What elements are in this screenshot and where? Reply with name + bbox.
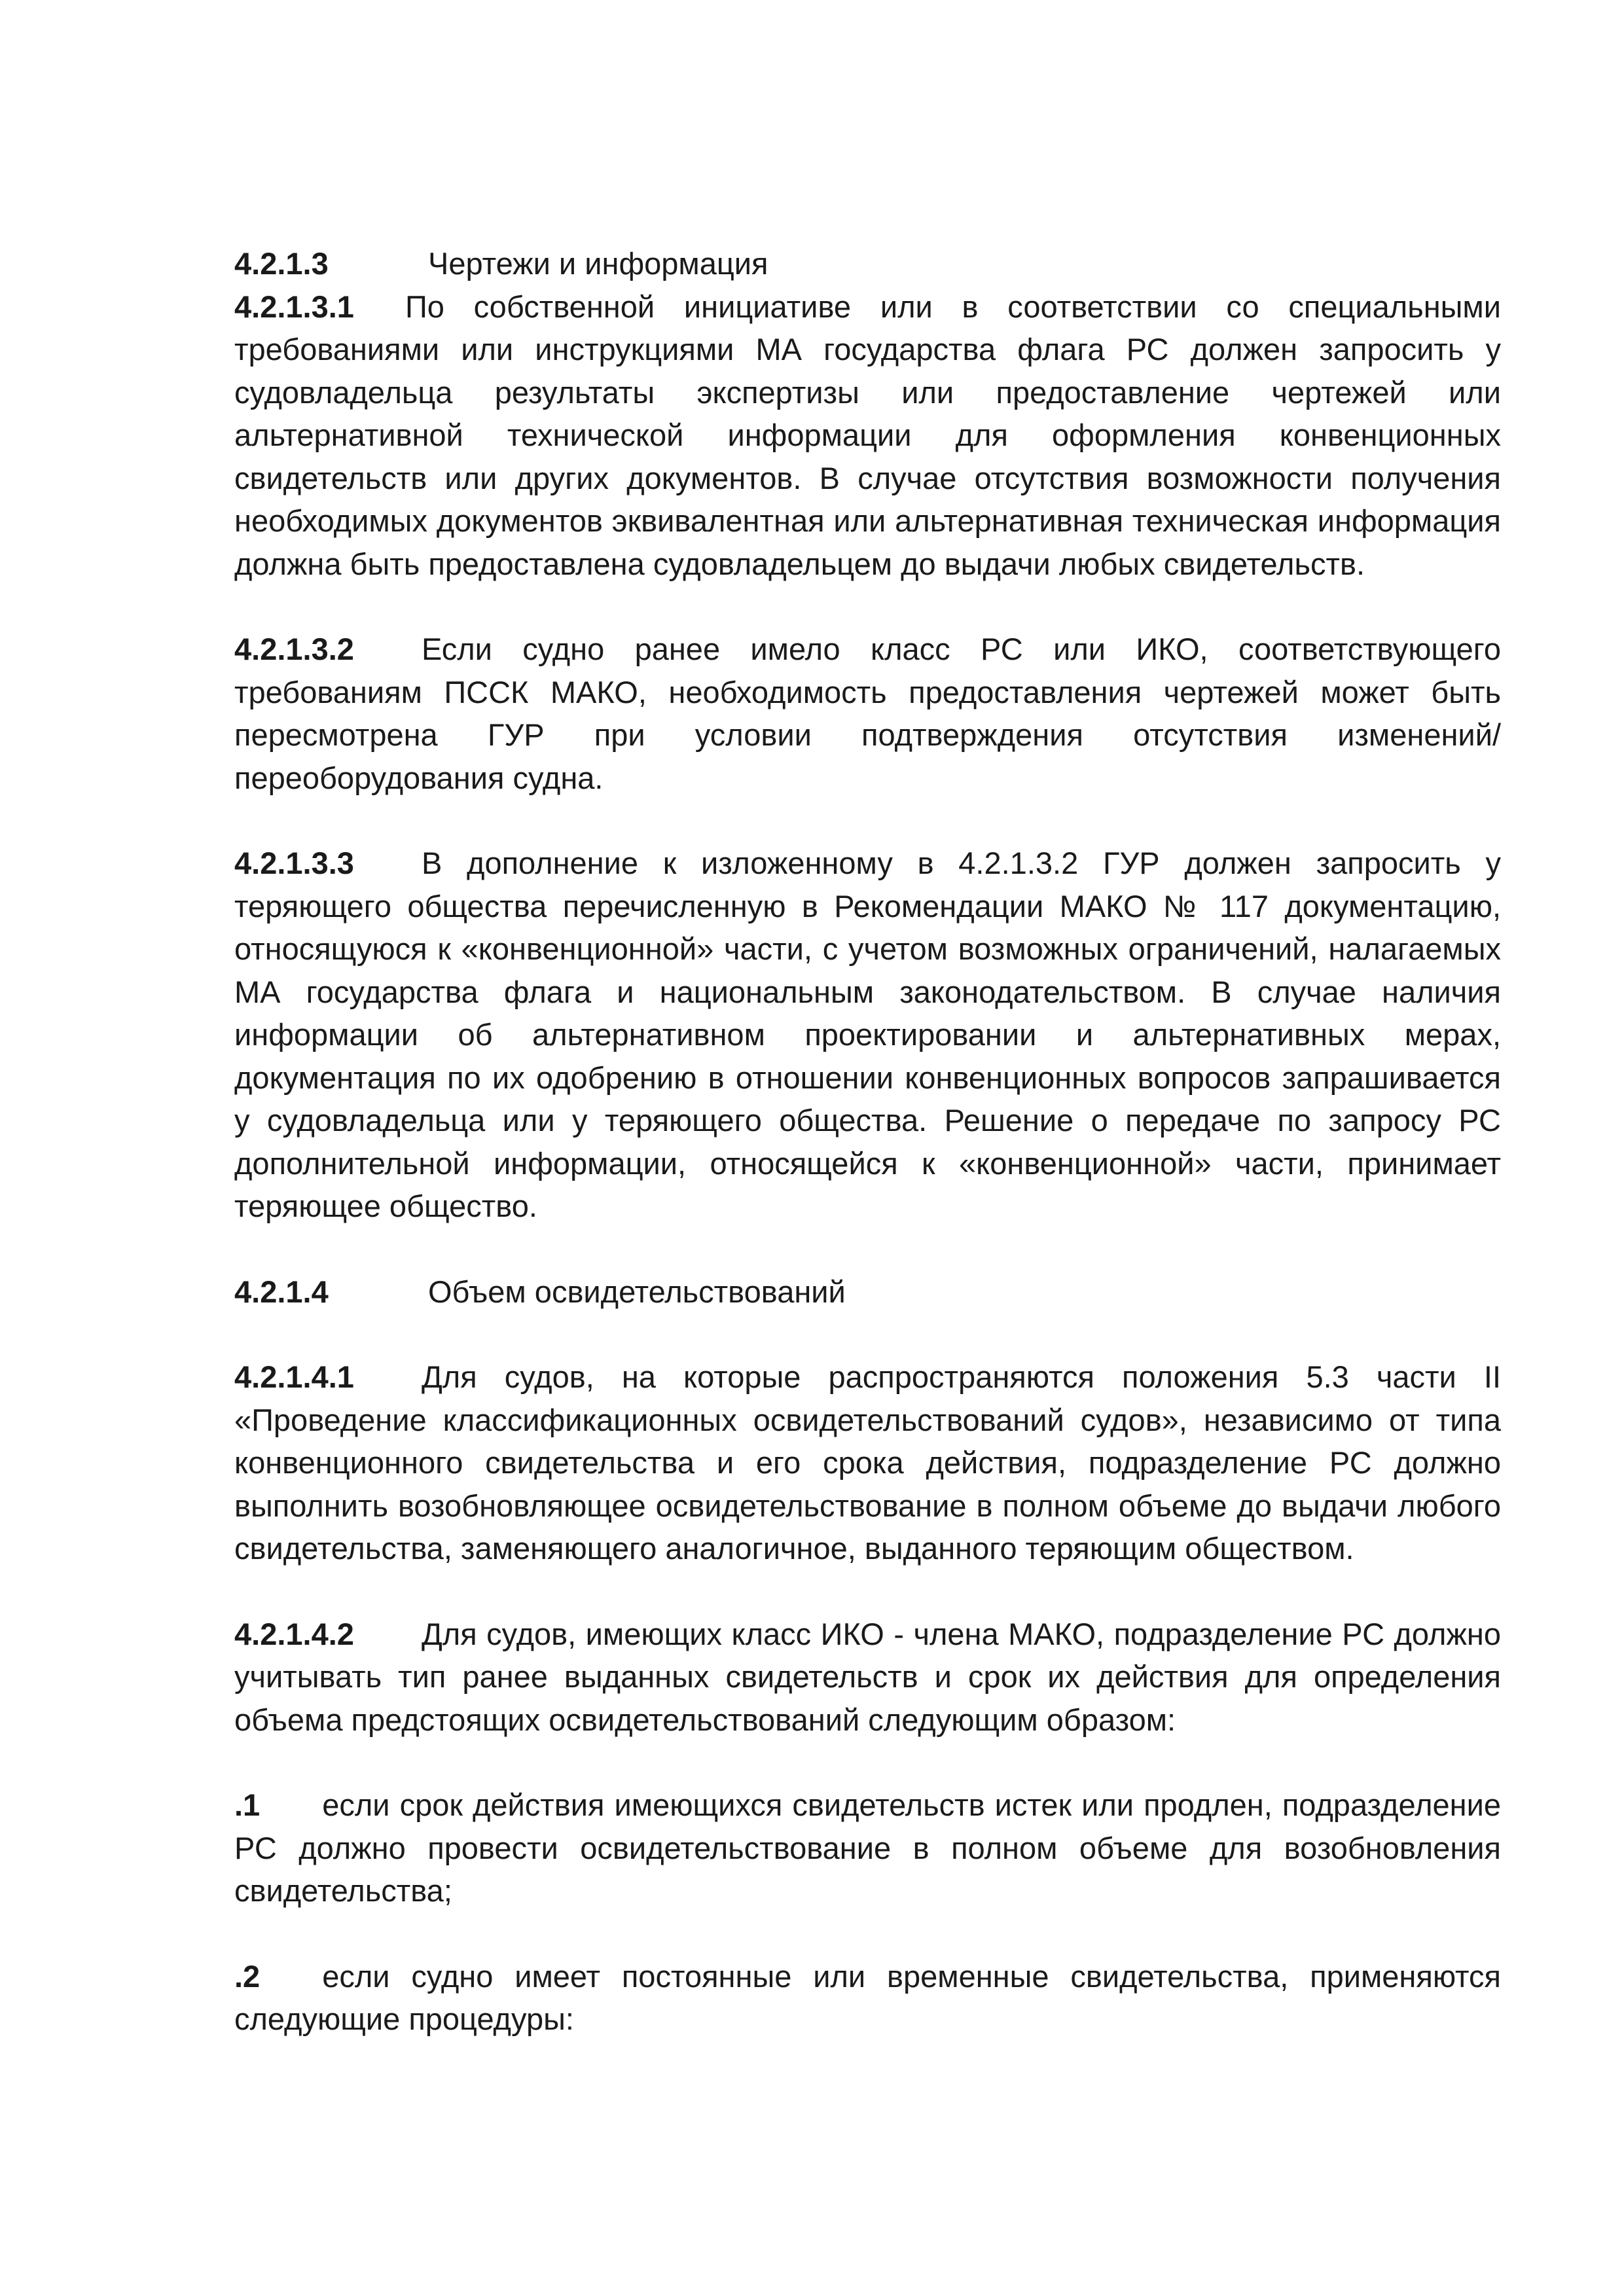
list-item-text: если срок действия имеющихся свидетельств истек или продлен, подразделение РС должно провести освидетельствование в полном объеме для возобновления свидетельства; [234,1787,1501,1908]
list-item-number: .2 [234,1958,261,1994]
paragraph-text: В дополнение к изложенному в 4.2.1.3.2 ГУР должен запросить у теряющего общества перечисленную в Рекомендации МАКО № 117 документацию, относящуюся к «конвенционной» части, с учетом возможных ограничений, налагаемых МА государства флага и национальным законодательством. В случае наличия информации об альтернативном проектировании и альтернативных мерах, документация по их одобрению в отношении конвенционных вопросов запрашивается у судовладельца или у теряющего общества. Решение о передаче по запросу РС дополнительной информации, относящейся к «конвенционной» части, принимает теряющее общество. [234,846,1501,1223]
paragraph-text: Для судов, имеющих класс ИКО - члена МАКО, подразделение РС должно учитывать тип ранее выданных свидетельств и срок их действия для определения объема предстоящих освидетельствований следующим образом: [234,1616,1501,1737]
paragraph-number: 4.2.1.3.1 [234,289,354,324]
paragraph-4-2-1-3-1 [234,285,1501,586]
section-heading-4-2-1-4 [234,1270,1501,1314]
section-title: Объем освидетельствований [428,1274,846,1309]
list-item-number: .1 [234,1787,261,1822]
section-title: Чертежи и информация [428,246,768,281]
section-number: 4.2.1.3 [234,246,329,281]
list-item-2 [234,1955,1501,2041]
paragraph-number: 4.2.1.3.3 [234,846,354,880]
paragraph-4-2-1-3-3 [234,842,1501,1228]
paragraph-4-2-1-4-2 [234,1613,1501,1742]
paragraph-text: По собственной инициативе или в соответствии со специальными требованиями или инструкциями МА государства флага РС должен запросить у судовладельца результаты экспертизы или предоставление чертежей или альтернативной технической информации для оформления конвенционных свидетельств или других документов. В случае отсутствия возможности получения необходимых документов эквивалентная или альтернативная техническая информация должна быть предоставлена судовладельцем до выдачи любых свидетельств. [234,289,1501,581]
document-body [234,242,1501,2041]
paragraph-text: Для судов, на которые распространяются положения 5.3 части II «Проведение классификационных освидетельствований судов», независимо от типа конвенционного свидетельства и его срока действия, подразделение РС должно выполнить возобновляющее освидетельствование в полном объеме до выдачи любого свидетельства, заменяющего аналогичное, выданного теряющим обществом. [234,1359,1501,1566]
paragraph-text: Если судно ранее имело класс РС или ИКО, соответствующего требованиям ПССК МАКО, необходимость предоставления чертежей может быть пересмотрена ГУР при условии подтверждения отсутствия изменений/переоборудования судна. [234,632,1501,795]
paragraph-number: 4.2.1.4.2 [234,1616,354,1651]
list-item-text: если судно имеет постоянные или временные свидетельства, применяются следующие процедуры: [234,1958,1501,2036]
list-item-1 [234,1784,1501,1912]
paragraph-number: 4.2.1.3.2 [234,632,354,666]
paragraph-4-2-1-4-1 [234,1355,1501,1570]
section-heading-4-2-1-3 [234,242,1501,285]
section-number: 4.2.1.4 [234,1274,329,1309]
paragraph-4-2-1-3-2 [234,628,1501,799]
paragraph-number: 4.2.1.4.1 [234,1359,354,1394]
